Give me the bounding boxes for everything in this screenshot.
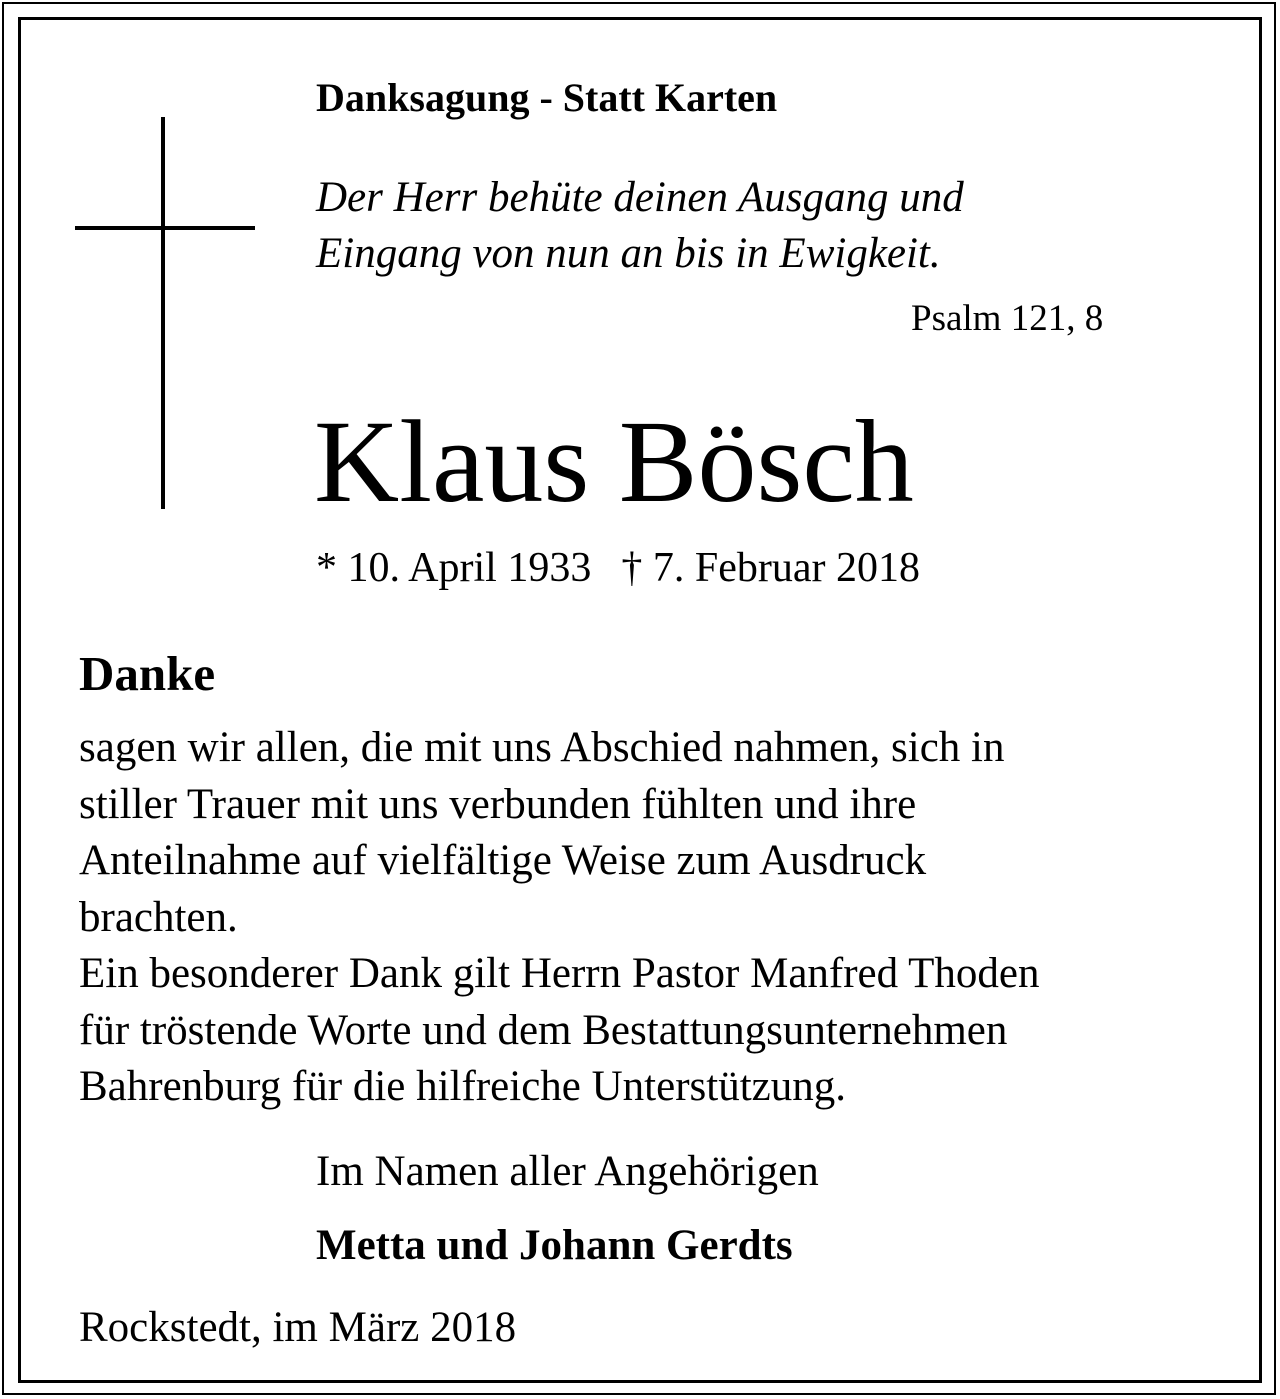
birth-date: * 10. April 1933 xyxy=(316,545,592,591)
thanks-line: stiller Trauer mit uns verbunden fühlten und ihre xyxy=(79,780,917,828)
thanks-line: brachten. xyxy=(79,893,238,941)
notice-heading: Danksagung - Statt Karten xyxy=(316,75,778,120)
thanks-line: für tröstende Worte und dem Bestattungsunternehmen xyxy=(79,1006,1008,1054)
signature-names: Metta und Johann Gerdts xyxy=(316,1222,793,1269)
thanks-line: Ein besonderer Dank gilt Herrn Pastor Manfred Thoden xyxy=(79,950,1040,997)
bible-quote xyxy=(316,170,964,282)
quote-reference: Psalm 121, 8 xyxy=(911,298,1104,339)
thanks-line: Anteilnahme auf vielfältige Weise zum Ausdruck xyxy=(79,837,927,884)
cross-horizontal-bar xyxy=(75,226,255,230)
thanks-text xyxy=(79,720,1039,1116)
life-dates xyxy=(316,542,920,594)
quote-line: Eingang von nun an bis in Ewigkeit. xyxy=(316,230,941,277)
signature-intro: Im Namen aller Angehörigen xyxy=(316,1148,819,1195)
thanks-title: Danke xyxy=(79,646,216,701)
thanks-line: sagen wir allen, die mit uns Abschied nahmen, sich in xyxy=(79,724,1005,771)
cross-vertical-bar xyxy=(161,117,165,509)
deceased-name: Klaus Bösch xyxy=(314,396,914,527)
death-date: † 7. Februar 2018 xyxy=(621,545,920,591)
quote-line: Der Herr behüte deinen Ausgang und xyxy=(316,174,964,221)
place-and-date: Rockstedt, im März 2018 xyxy=(79,1304,517,1351)
thanks-line: Bahrenburg für die hilfreiche Unterstützung. xyxy=(79,1063,846,1110)
